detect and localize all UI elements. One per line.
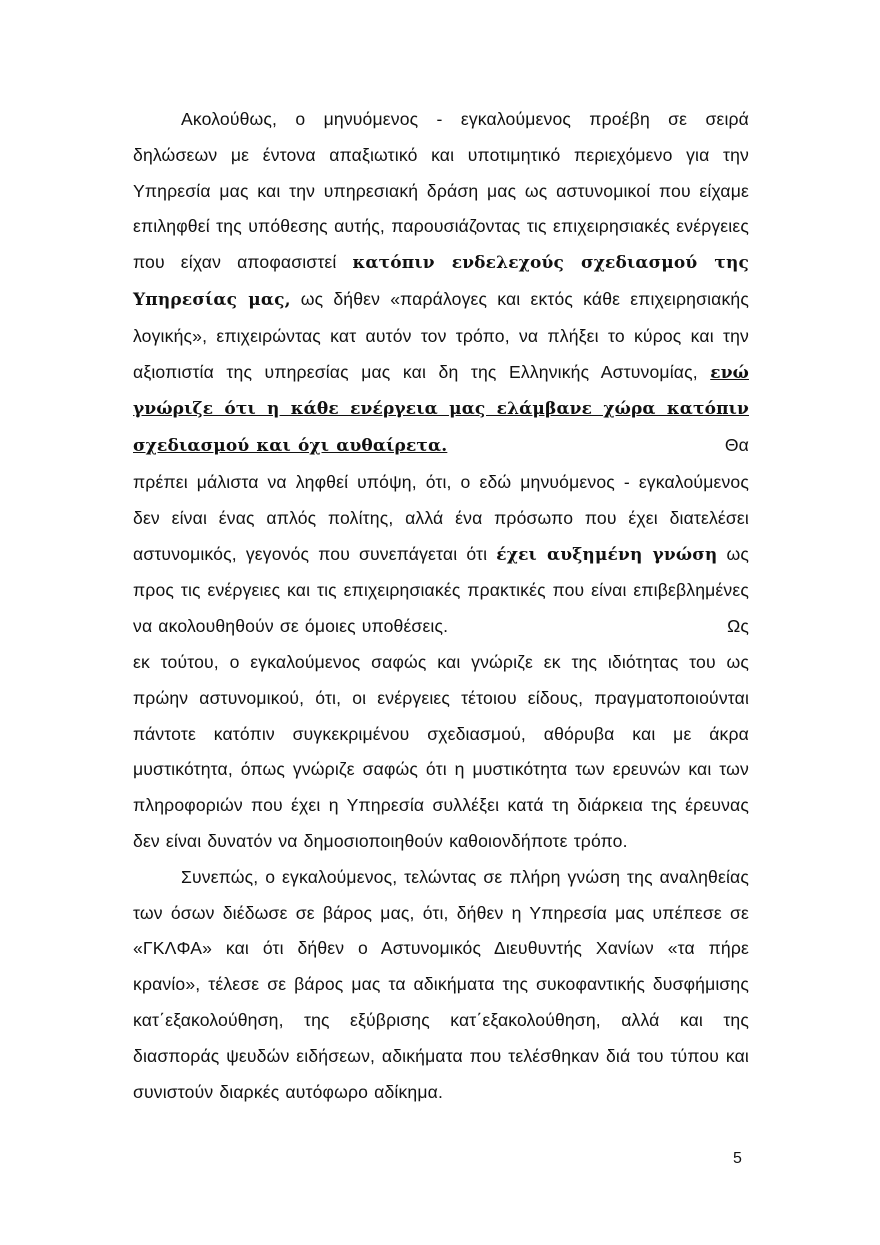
page-number: 5 [733, 1150, 742, 1167]
bold-phrase-planning: κατόπιν ενδελεχούς σχεδιασμού της Υπηρεσίας μας, [133, 253, 750, 310]
underlined-bold-phrase: ενώ γνώριζε ότι η κάθε ενέργεια μας ελάμβανε χώρα κατόπιν σχεδιασμού και όχι αυθαίρετα. [133, 362, 749, 457]
paragraph-2-text: πρέπει μάλιστα να ληφθεί υπόψη, ότι, ο εδώ μηνυόμενος - εγκαλούμενος δεν είναι ένας απλός πολίτης, αλλά ένα πρόσωπο που έχει διατελέσει αστυνομικός, γεγονός που συνεπάγεται ότι [133, 471, 749, 564]
paragraph-3: εκ τούτου, ο εγκαλούμενος σαφώς και γνώριζε εκ της ιδιότητας του ως πρώην αστυνομικού, ότι, οι ενέργειες τέτοιου είδους, πραγματοποιούνται πάντοτε κατόπιν συγκεκριμένου σχεδιασμού, αθόρυβα και με άκρα μυστικότητα, όπως γνώριζε σαφώς ότι η μυστικότητα των ερευνών και των πληροφοριών που έχει η Υπηρεσία συλλέξει κατά τη διάρκεια της έρευνας δεν είναι δυνατόν να δημοσιοποιηθούν καθοιονδήποτε τρόπο. [133, 651, 749, 851]
paragraph-2 [133, 465, 749, 645]
bold-phrase-knowledge: έχει αυξημένη γνώση [496, 544, 718, 565]
paragraph-1-trailing-word: Θα [724, 435, 749, 456]
document-body [133, 102, 749, 1110]
paragraph-2-text-cont: ως προς τις ενέργειες και τις επιχειρησιακές πρακτικές που είναι επιβεβλημένες να ακολουθηθούν σε όμοιες υποθέσεις. [133, 543, 749, 637]
paragraph-4: Συνεπώς, ο εγκαλούμενος, τελώντας σε πλήρη γνώση της αναληθείας των όσων διέδωσε σε βάρος μας, ότι, δήθεν η Υπηρεσία μας υπέπεσε σε «ΓΚΛΦΑ» και ότι δήθεν ο Αστυνομικός Διευθυντής Χανίων «τα πήρε κρανίο», τέλεσε σε βάρος μας τα αδικήματα της συκοφαντικής δυσφήμισης κατ΄εξακολούθηση, της εξύβρισης κατ΄εξακολούθηση, αλλά και της διασποράς ψευδών ειδήσεων, αδικήματα που τελέσθηκαν διά του τύπου και συνιστούν διαρκές αυτόφωρο αδίκημα. [133, 866, 749, 1102]
paragraph-1-text: Ακολούθως, ο μηνυόμενος - εγκαλούμενος προέβη σε σειρά δηλώσεων με έντονα απαξιωτικό και υποτιμητικό περιεχόμενο για την Υπηρεσία μας και την υπηρεσιακή δράση μας ως αστυνομικοί που είχαμε επιληφθεί της υπόθεσης αυτής, παρουσιάζοντας τις επιχειρησιακές ενέργειες που είχαν αποφασιστεί [133, 109, 749, 273]
paragraph-1 [133, 102, 749, 465]
paragraph-2-trailing-word: Ως [727, 616, 749, 637]
paragraph-1-text-cont: ως δήθεν «παράλογες και εκτός κάθε επιχειρησιακής λογικής», επιχειρώντας κατ αυτόν τον τρόπο, να πλήξει το κύρος και την αξιοπιστία της υπηρεσίας μας και δη της Ελληνικής Αστυνομίας, [133, 288, 749, 382]
